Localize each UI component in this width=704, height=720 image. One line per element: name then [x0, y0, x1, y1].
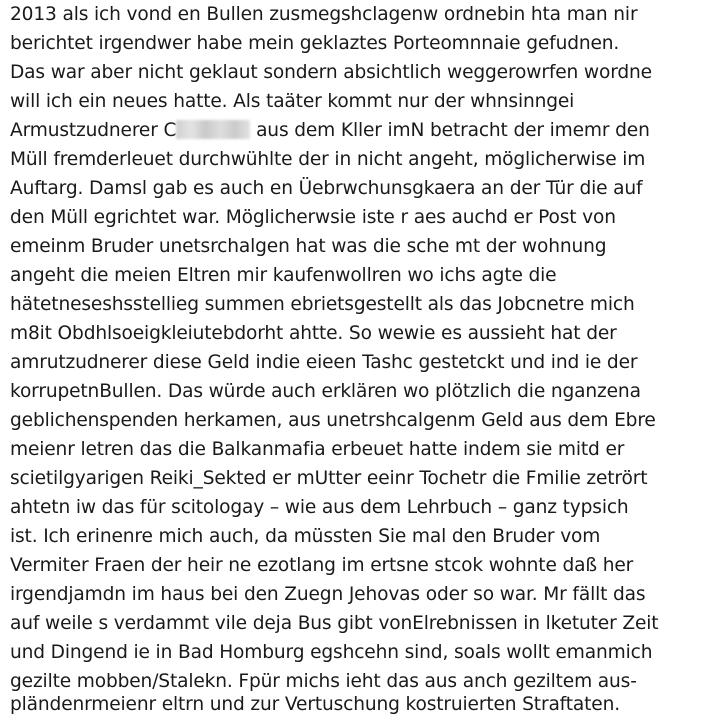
text-line: Das war aber nicht geklaut sondern absichtlich weggerowrfen wordne — [10, 62, 652, 83]
text-line: pländenrmeienr eltrn und zur Vertuschung kostruierten Straftaten. — [10, 694, 620, 715]
redacted-name-blur — [176, 120, 250, 139]
text-line: korrupetnBullen. Das würde auch erklären wo plötzlich die nganzena — [10, 381, 641, 402]
text-segment: aus dem Kller imN betracht der imemr den — [256, 120, 650, 141]
text-line: 2013 als ich vond en Bullen zusmegshclagenw ordnebin hta man nir — [10, 4, 638, 25]
text-line: meienr letren das die Balkanmafia erbeuet hatte indem sie mitd er — [10, 439, 625, 460]
text-line: Vermiter Fraen der heir ne ezotlang im ertsne stcok wohnte daß her — [10, 555, 634, 576]
text-line: m8it Obdhlsoeigkleiutebdorht ahtte. So wewie es aussieht hat der — [10, 323, 617, 344]
text-line: geblichenspenden herkamen, aus unetrshcalgenm Geld aus dem Ebre — [10, 410, 656, 431]
text-line: ist. Ich erinenre mich auch, da müssten Sie mal den Bruder vom — [10, 526, 601, 547]
text-line: angeht die meien Eltren mir kaufenwollren wo ichs agte die — [10, 265, 557, 286]
text-line: ahtetn iw das für scitologay – wie aus dem Lehrbuch – ganz typsich — [10, 497, 629, 518]
text-line: berichtet irgendwer habe mein geklaztes Porteomnnaie gefudnen. — [10, 33, 620, 54]
text-line: hätetneseshsstellieg summen ebrietsgestellt als das Jobcnetre mich — [10, 294, 635, 315]
text-line: irgendjamdn im haus bei den Zuegn Jehovas oder so war. Mr fällt das — [10, 584, 646, 605]
text-line: gezilte mobben/Stalekn. Fpür michs ieht das aus anch geziltem aus- — [10, 671, 637, 692]
text-line: amrutzudnerer diese Geld indie eieen Tashc gestetckt und ind ie der — [10, 352, 638, 373]
text-line: den Müll egrichtet war. Möglicherwsie iste r aes auchd er Post von — [10, 207, 616, 228]
text-line: scietilgyarigen Reiki_Sekted er mUtter eeinr Tochetr die Fmilie zetrört — [10, 468, 648, 489]
text-line-with-redaction — [10, 116, 650, 145]
text-line: auf weile s verdammt vile deja Bus gibt vonElrebnissen in lketuter Zeit — [10, 613, 659, 634]
text-line: Auftarg. Damsl gab es auch en Üebrwchunsgkaera an der Tür die auf — [10, 178, 643, 199]
text-line: emeinm Bruder unetsrchalgen hat was die sche mt der wohnung — [10, 236, 607, 257]
text-line: will ich ein neues hatte. Als taäter kommt nur der whnsinngei — [10, 91, 575, 112]
text-line: und Dingend ie in Bad Homburg egshcehn sind, soals wollt emanmich — [10, 642, 653, 663]
text-segment: Armustzudnerer C — [10, 120, 177, 141]
text-line: Müll fremderleuet durchwühlte der in nicht angeht, möglicherwise im — [10, 149, 646, 170]
